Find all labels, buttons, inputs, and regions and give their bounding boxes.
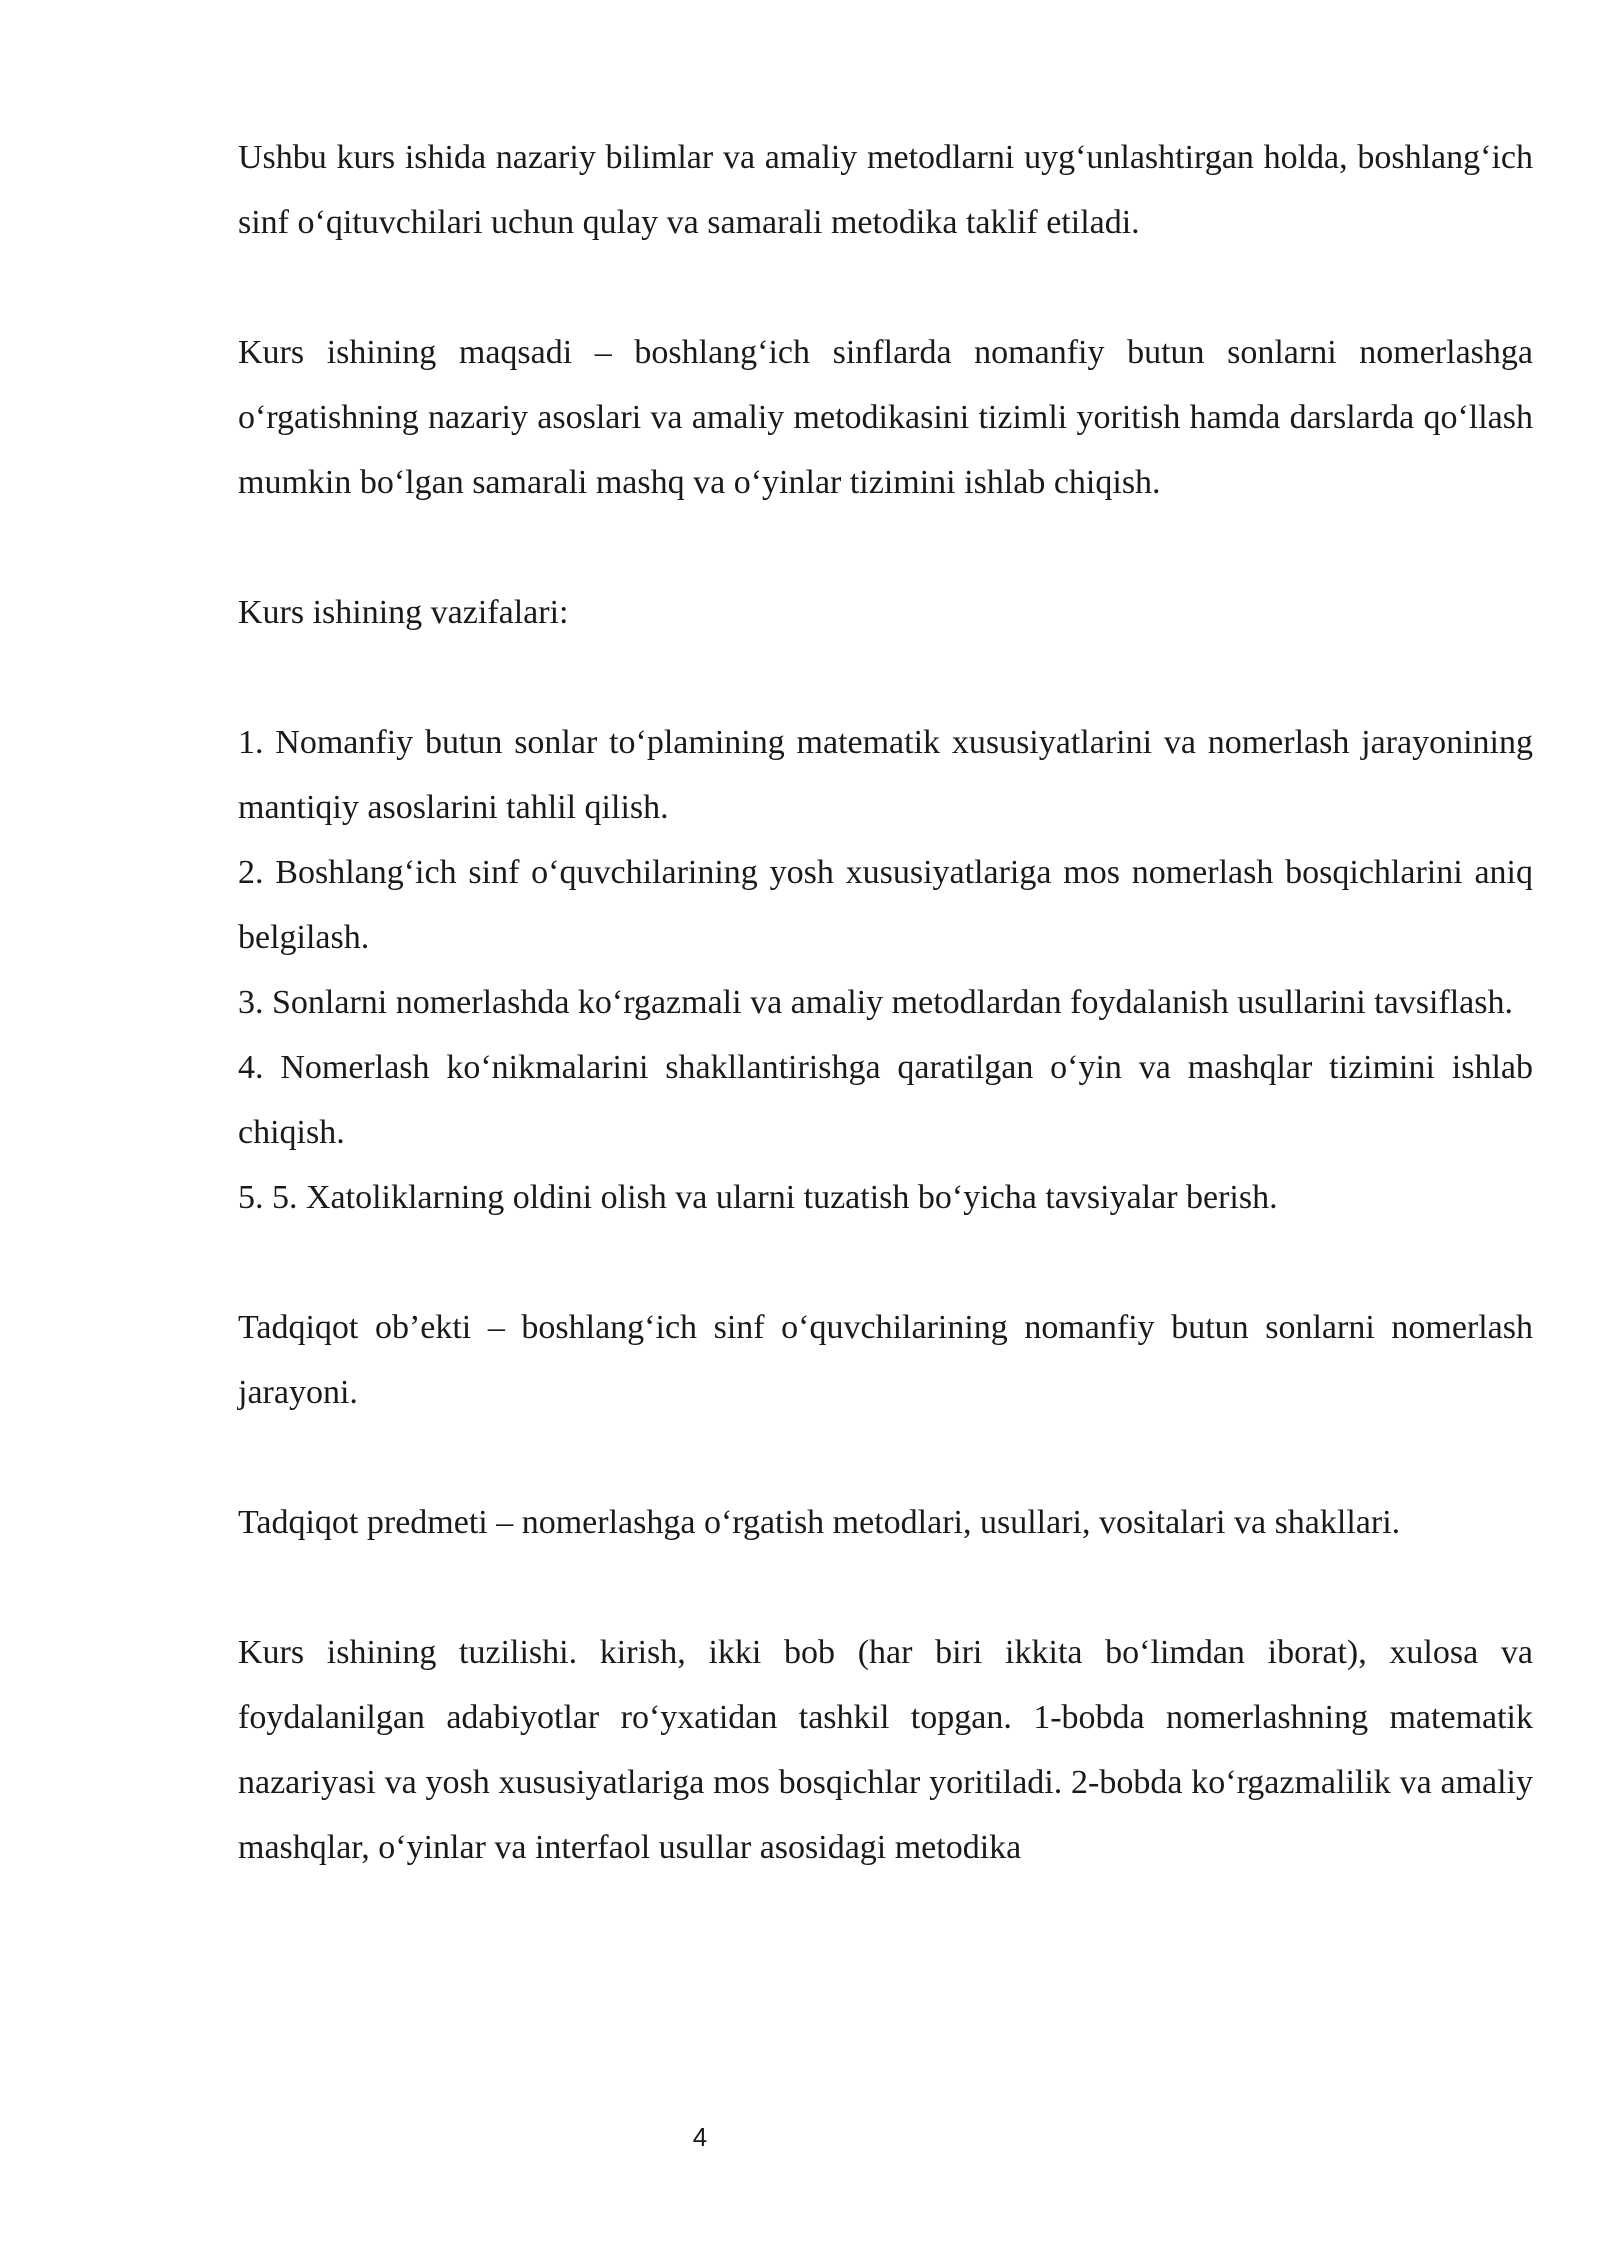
- paragraph-gap: [238, 515, 1533, 580]
- structure-paragraph: Kurs ishining tuzilishi. kirish, ikki bob (har biri ikkita bo‘limdan iborat), xulosa va foydalanilgan adabiyotlar ro‘yxatidan tashkil topgan. 1-bobda nomerlashning matematik nazariyasi va yosh xususiyatlariga mos bosqichlar yoritiladi. 2-bobda ko‘rgazmalilik va amaliy mashqlar, o‘yinlar va interfaol usullar asosidagi metodika: [238, 1634, 1533, 1866]
- subject-paragraph: Tadqiqot predmeti – nomerlashga o‘rgatish metodlari, usullari, vositalari va shakllari.: [238, 1504, 1401, 1541]
- paragraph-gap: [238, 255, 1533, 320]
- paragraph-gap: [238, 1230, 1533, 1295]
- page-number: 4: [692, 2122, 708, 2152]
- page-content: [238, 125, 1533, 1880]
- paragraph-gap: [238, 1425, 1533, 1490]
- goal-paragraph: Kurs ishining maqsadi – boshlang‘ich sinflarda nomanfiy butun sonlarni nomerlashga o‘rgatishning nazariy asoslari va amaliy metodikasini tizimli yoritish hamda darslarda qo‘llash mumkin bo‘lgan samarali mashq va o‘yinlar tizimini ishlab chiqish.: [238, 334, 1533, 501]
- paragraph-gap: [238, 1555, 1533, 1620]
- task-item-3: 3. Sonlarni nomerlashda ko‘rgazmali va amaliy metodlardan foydalanish usullarini tavsiflash.: [238, 984, 1513, 1021]
- paragraph-gap: [238, 645, 1533, 710]
- task-item-5: 5. 5. Xatoliklarning oldini olish va ularni tuzatish bo‘yicha tavsiyalar berish.: [238, 1179, 1278, 1216]
- tasks-list: [238, 710, 1533, 1230]
- task-item-1: 1. Nomanfiy butun sonlar to‘plamining matematik xususiyatlarini va nomerlash jarayonining mantiqiy asoslarini tahlil qilish.: [238, 724, 1533, 826]
- tasks-heading: Kurs ishining vazifalari:: [238, 594, 569, 631]
- intro-paragraph: Ushbu kurs ishida nazariy bilimlar va amaliy metodlarni uyg‘unlashtirgan holda, boshlang‘ich sinf o‘qituvchilari uchun qulay va samarali metodika taklif etiladi.: [238, 139, 1533, 241]
- task-item-4: 4. Nomerlash ko‘nikmalarini shakllantirishga qaratilgan o‘yin va mashqlar tizimini ishlab chiqish.: [238, 1049, 1533, 1151]
- task-item-2: 2. Boshlang‘ich sinf o‘quvchilarining yosh xususiyatlariga mos nomerlash bosqichlarini aniq belgilash.: [238, 854, 1533, 956]
- object-paragraph: Tadqiqot ob’ekti – boshlang‘ich sinf o‘quvchilarining nomanfiy butun sonlarni nomerlash jarayoni.: [238, 1309, 1533, 1411]
